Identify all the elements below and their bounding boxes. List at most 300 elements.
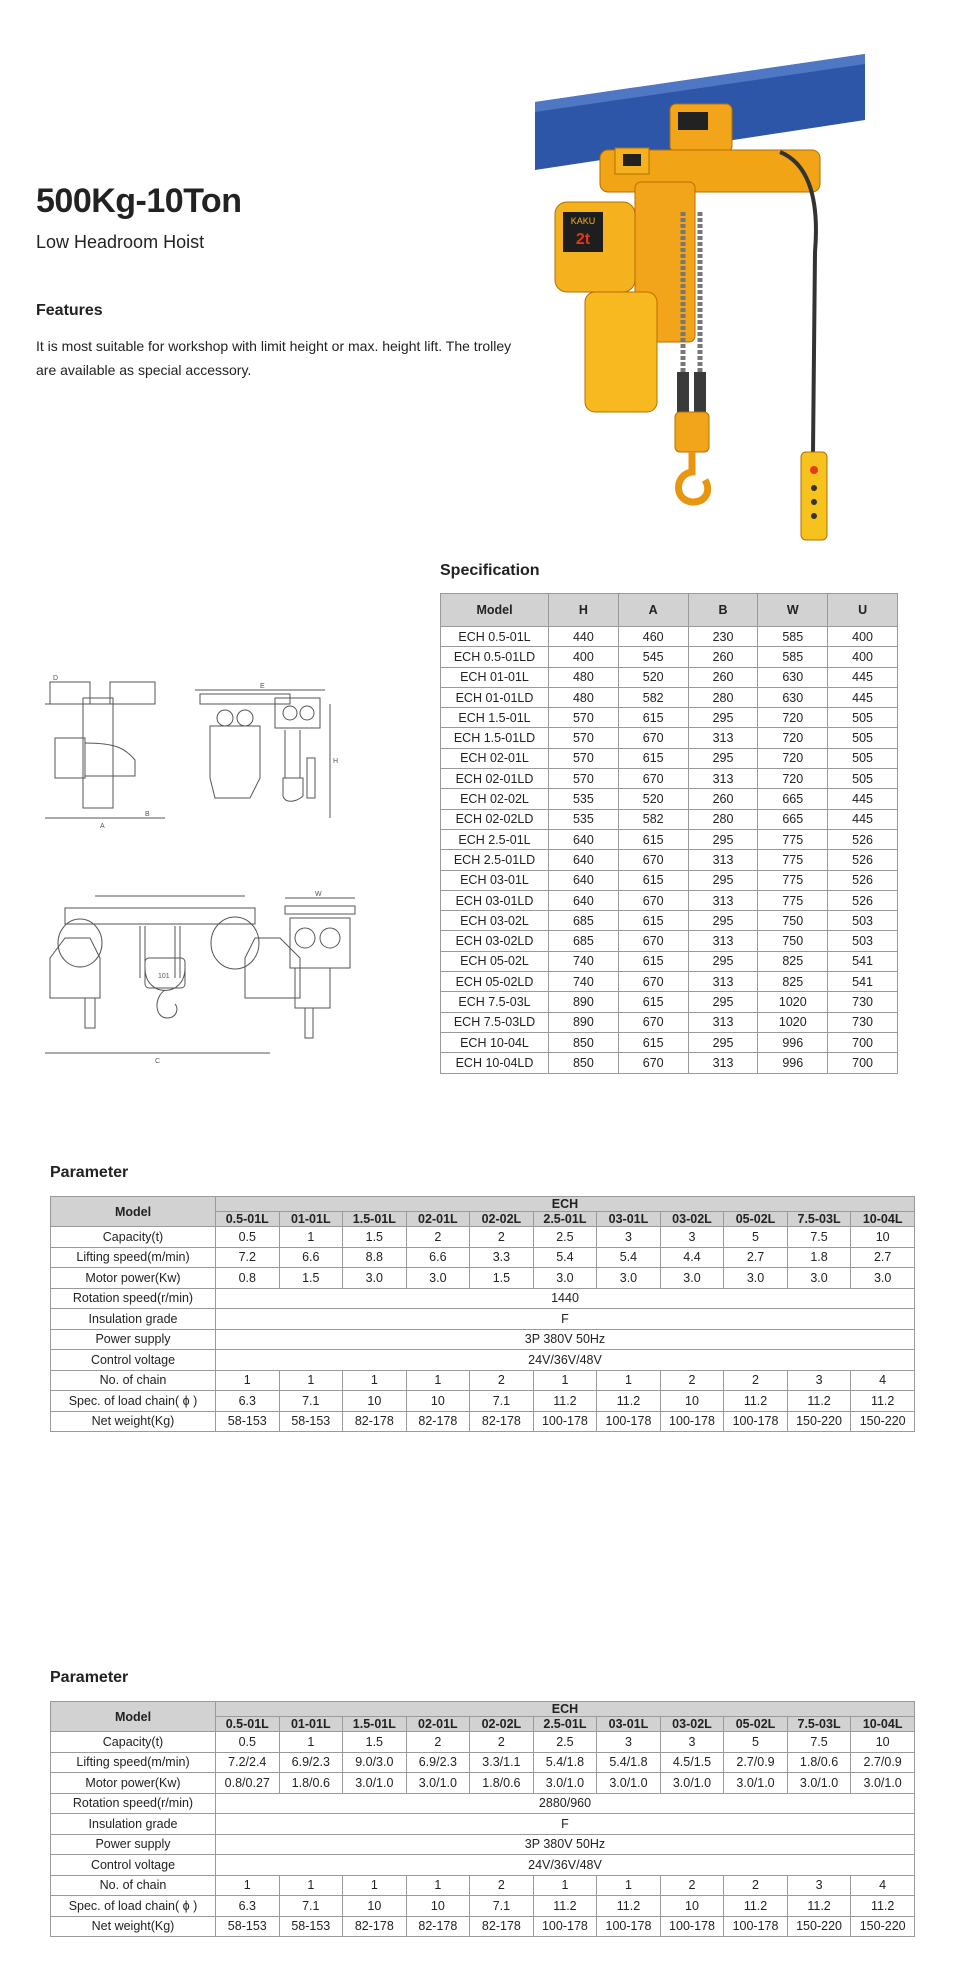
table-cell: 640 xyxy=(549,829,619,849)
table-cell: 82-178 xyxy=(406,1916,470,1937)
row-label: Motor power(Kw) xyxy=(51,1773,216,1794)
table-cell: 295 xyxy=(688,708,758,728)
table-cell: 5.4/1.8 xyxy=(597,1752,661,1773)
table-cell: 3.0 xyxy=(724,1268,788,1289)
table-row xyxy=(51,1875,915,1896)
table-cell: 0.5 xyxy=(216,1227,280,1248)
table-row xyxy=(51,1732,915,1753)
table-row xyxy=(441,972,898,992)
table-cell: 313 xyxy=(688,850,758,870)
table-cell: 720 xyxy=(758,769,828,789)
table-cell: 582 xyxy=(618,687,688,707)
table-cell: 775 xyxy=(758,850,828,870)
drawing-side-view xyxy=(195,683,338,818)
table-cell: 100-178 xyxy=(533,1411,597,1432)
table-cell: 850 xyxy=(549,1032,619,1052)
table-cell: 295 xyxy=(688,951,758,971)
model-column-header: 03-02L xyxy=(660,1717,724,1732)
table-cell: 58-153 xyxy=(279,1411,343,1432)
table-cell: 100-178 xyxy=(533,1916,597,1937)
table-cell: 3.0 xyxy=(343,1268,407,1289)
row-label: Net weight(Kg) xyxy=(51,1411,216,1432)
table-cell: 1.5 xyxy=(470,1268,534,1289)
table-cell: 615 xyxy=(618,708,688,728)
table-cell: 3 xyxy=(660,1227,724,1248)
table-cell: 2 xyxy=(406,1732,470,1753)
table-cell: 1 xyxy=(343,1370,407,1391)
table-cell: 5.4 xyxy=(533,1247,597,1268)
table-cell: 100-178 xyxy=(660,1916,724,1937)
table-cell: 750 xyxy=(758,931,828,951)
table-cell: 2 xyxy=(406,1227,470,1248)
table-cell: 503 xyxy=(828,931,898,951)
table-cell: 82-178 xyxy=(343,1411,407,1432)
table-cell: 685 xyxy=(549,931,619,951)
table-cell: 720 xyxy=(758,728,828,748)
table-cell: F xyxy=(216,1814,915,1835)
table-row xyxy=(441,647,898,667)
table-cell: 295 xyxy=(688,829,758,849)
table-cell: 445 xyxy=(828,789,898,809)
table-cell: ECH 03-01LD xyxy=(441,890,549,910)
row-label: Control voltage xyxy=(51,1350,216,1371)
model-column-header: 7.5-03L xyxy=(787,1717,851,1732)
table-cell: 630 xyxy=(758,667,828,687)
table-cell: 313 xyxy=(688,972,758,992)
row-label: Capacity(t) xyxy=(51,1227,216,1248)
table-cell: 520 xyxy=(618,667,688,687)
table-cell: 3.0/1.0 xyxy=(533,1773,597,1794)
parameter-heading-1: Parameter xyxy=(50,1164,129,1181)
table-cell: 6.9/2.3 xyxy=(406,1752,470,1773)
table-cell: 1 xyxy=(406,1875,470,1896)
table-cell: 280 xyxy=(688,687,758,707)
table-cell: 11.2 xyxy=(851,1896,915,1917)
table-cell: 11.2 xyxy=(533,1391,597,1412)
spec-column-header: W xyxy=(758,594,828,627)
spec-column-header: B xyxy=(688,594,758,627)
model-column-header: 01-01L xyxy=(279,1212,343,1227)
model-column-header: 10-04L xyxy=(851,1717,915,1732)
table-cell: 9.0/3.0 xyxy=(343,1752,407,1773)
table-row xyxy=(51,1329,915,1350)
table-cell: 11.2 xyxy=(597,1391,661,1412)
table-cell: 445 xyxy=(828,687,898,707)
table-cell: 1440 xyxy=(216,1288,915,1309)
model-column-header: 03-01L xyxy=(597,1212,661,1227)
table-cell: 640 xyxy=(549,870,619,890)
table-cell: 150-220 xyxy=(851,1411,915,1432)
table-row xyxy=(441,627,898,647)
table-cell: 526 xyxy=(828,850,898,870)
table-cell: 545 xyxy=(618,647,688,667)
table-cell: ECH 1.5-01LD xyxy=(441,728,549,748)
model-column-header: 02-01L xyxy=(406,1717,470,1732)
table-cell: 10 xyxy=(406,1391,470,1412)
model-column-header: 05-02L xyxy=(724,1212,788,1227)
table-cell: 11.2 xyxy=(533,1896,597,1917)
table-cell: 3.0/1.0 xyxy=(787,1773,851,1794)
table-cell: ECH 10-04LD xyxy=(441,1053,549,1073)
table-cell: 505 xyxy=(828,748,898,768)
table-cell: 740 xyxy=(549,972,619,992)
page-subtitle: Low Headroom Hoist xyxy=(36,232,205,252)
table-cell: 570 xyxy=(549,728,619,748)
table-cell: 100-178 xyxy=(660,1411,724,1432)
table-cell: 11.2 xyxy=(724,1896,788,1917)
table-cell: ECH 05-02LD xyxy=(441,972,549,992)
table-row xyxy=(51,1391,915,1412)
table-cell: 720 xyxy=(758,748,828,768)
table-row xyxy=(441,992,898,1012)
spec-column-header: A xyxy=(618,594,688,627)
table-cell: 0.8 xyxy=(216,1268,280,1289)
table-row xyxy=(51,1350,915,1371)
table-cell: 1 xyxy=(279,1227,343,1248)
table-cell: 526 xyxy=(828,890,898,910)
table-cell: 3P 380V 50Hz xyxy=(216,1834,915,1855)
table-cell: 585 xyxy=(758,647,828,667)
parameter-table-1 xyxy=(50,1196,915,1432)
table-row xyxy=(51,1773,915,1794)
table-cell: 1 xyxy=(533,1875,597,1896)
table-cell: 825 xyxy=(758,972,828,992)
model-column-header: 2.5-01L xyxy=(533,1212,597,1227)
table-cell: 825 xyxy=(758,951,828,971)
spec-header-row xyxy=(441,594,898,627)
table-cell: 295 xyxy=(688,748,758,768)
table-cell: 2.7/0.9 xyxy=(724,1752,788,1773)
table-cell: 615 xyxy=(618,870,688,890)
table-cell: 313 xyxy=(688,769,758,789)
table-cell: ECH 2.5-01LD xyxy=(441,850,549,870)
table-cell: ECH 03-02L xyxy=(441,911,549,931)
table-cell: 541 xyxy=(828,951,898,971)
table-cell: 11.2 xyxy=(851,1391,915,1412)
table-cell: ECH 2.5-01L xyxy=(441,829,549,849)
table-cell: 2 xyxy=(724,1875,788,1896)
table-cell: 670 xyxy=(618,1053,688,1073)
table-cell: 58-153 xyxy=(216,1411,280,1432)
table-cell: 3.3 xyxy=(470,1247,534,1268)
table-cell: 24V/36V/48V xyxy=(216,1855,915,1876)
table-cell: 5 xyxy=(724,1227,788,1248)
model-column-header: 01-01L xyxy=(279,1717,343,1732)
table-cell: 1020 xyxy=(758,1012,828,1032)
dim-a-label: A xyxy=(100,823,105,830)
table-cell: 260 xyxy=(688,667,758,687)
table-cell: 82-178 xyxy=(470,1916,534,1937)
table-row xyxy=(441,708,898,728)
row-label: No. of chain xyxy=(51,1370,216,1391)
table-cell: 670 xyxy=(618,769,688,789)
features-heading: Features xyxy=(36,302,103,319)
table-row xyxy=(441,809,898,829)
table-row xyxy=(51,1247,915,1268)
table-cell: 890 xyxy=(549,992,619,1012)
spec-column-header: H xyxy=(549,594,619,627)
table-cell: 3 xyxy=(660,1732,724,1753)
row-label: Insulation grade xyxy=(51,1309,216,1330)
table-cell: 10 xyxy=(343,1896,407,1917)
hook-block xyxy=(675,412,709,452)
table-cell: 570 xyxy=(549,748,619,768)
table-cell: 670 xyxy=(618,850,688,870)
model-column-header: 03-01L xyxy=(597,1717,661,1732)
table-cell: 1.8 xyxy=(787,1247,851,1268)
table-cell: 1.8/0.6 xyxy=(470,1773,534,1794)
table-cell: 503 xyxy=(828,911,898,931)
table-cell: 3.0/1.0 xyxy=(724,1773,788,1794)
table-cell: 996 xyxy=(758,1053,828,1073)
table-row xyxy=(441,667,898,687)
table-row xyxy=(441,687,898,707)
table-cell: 1 xyxy=(597,1875,661,1896)
row-label: Lifting speed(m/min) xyxy=(51,1752,216,1773)
table-cell: 526 xyxy=(828,829,898,849)
table-cell: 535 xyxy=(549,809,619,829)
table-row xyxy=(51,1752,915,1773)
specification-heading: Specification xyxy=(440,562,540,579)
table-cell: 1 xyxy=(279,1732,343,1753)
table-cell: 1 xyxy=(216,1370,280,1391)
table-cell: 3.0/1.0 xyxy=(406,1773,470,1794)
table-cell: 582 xyxy=(618,809,688,829)
table-cell: 7.1 xyxy=(279,1391,343,1412)
table-cell: 313 xyxy=(688,931,758,951)
table-cell: 615 xyxy=(618,1032,688,1052)
table-cell: 2 xyxy=(470,1370,534,1391)
table-cell: 150-220 xyxy=(851,1916,915,1937)
block-tag-label: 101 xyxy=(158,973,170,980)
table-cell: 295 xyxy=(688,911,758,931)
table-cell: 670 xyxy=(618,972,688,992)
table-cell: 460 xyxy=(618,627,688,647)
table-row xyxy=(441,748,898,768)
table-cell: 150-220 xyxy=(787,1916,851,1937)
table-cell: ECH 02-01L xyxy=(441,748,549,768)
group-header: ECH xyxy=(216,1702,915,1717)
dim-b-label: B xyxy=(145,811,150,818)
row-label: Rotation speed(r/min) xyxy=(51,1793,216,1814)
spec-column-header: U xyxy=(828,594,898,627)
table-cell: 313 xyxy=(688,890,758,910)
table-cell: ECH 02-02LD xyxy=(441,809,549,829)
table-cell: 640 xyxy=(549,850,619,870)
row-label: Power supply xyxy=(51,1329,216,1350)
table-cell: 6.6 xyxy=(406,1247,470,1268)
table-cell: F xyxy=(216,1309,915,1330)
table-cell: 313 xyxy=(688,1053,758,1073)
table-cell: 10 xyxy=(343,1391,407,1412)
table-row xyxy=(441,769,898,789)
table-cell: 100-178 xyxy=(724,1916,788,1937)
table-row xyxy=(51,1411,915,1432)
table-cell: 2.7/0.9 xyxy=(851,1752,915,1773)
table-row xyxy=(441,1053,898,1073)
row-label: Lifting speed(m/min) xyxy=(51,1247,216,1268)
row-label: No. of chain xyxy=(51,1875,216,1896)
features-text: It is most suitable for workshop with limit height or max. height lift. The trolley are available as special accessory. xyxy=(36,338,512,378)
table-cell: 1 xyxy=(406,1370,470,1391)
table-cell: 295 xyxy=(688,870,758,890)
specification-table xyxy=(440,593,898,1074)
table-cell: 260 xyxy=(688,789,758,809)
table-cell: 775 xyxy=(758,829,828,849)
table-row xyxy=(51,1855,915,1876)
table-cell: 890 xyxy=(549,1012,619,1032)
table-cell: 0.8/0.27 xyxy=(216,1773,280,1794)
page-title: 500Kg-10Ton xyxy=(36,182,242,220)
model-column-header: 1.5-01L xyxy=(343,1212,407,1227)
table-cell: 1 xyxy=(597,1370,661,1391)
table-cell: 0.5 xyxy=(216,1732,280,1753)
row-label: Capacity(t) xyxy=(51,1732,216,1753)
row-label: Power supply xyxy=(51,1834,216,1855)
table-cell: 2 xyxy=(660,1875,724,1896)
table-row xyxy=(51,1814,915,1835)
table-cell: 313 xyxy=(688,728,758,748)
table-cell: ECH 01-01LD xyxy=(441,687,549,707)
table-row xyxy=(51,1268,915,1289)
table-cell: 505 xyxy=(828,769,898,789)
table-cell: ECH 0.5-01LD xyxy=(441,647,549,667)
model-column-header: 0.5-01L xyxy=(216,1212,280,1227)
table-cell: 850 xyxy=(549,1053,619,1073)
table-cell: 11.2 xyxy=(787,1896,851,1917)
dim-h-label: H xyxy=(333,758,339,765)
table-row xyxy=(441,931,898,951)
row-label: Spec. of load chain( ϕ ) xyxy=(51,1391,216,1412)
table-cell: 7.1 xyxy=(470,1896,534,1917)
table-cell: 3.0/1.0 xyxy=(660,1773,724,1794)
table-cell: 10 xyxy=(660,1391,724,1412)
drawing-front-view xyxy=(45,675,165,830)
table-cell: 665 xyxy=(758,789,828,809)
pendant-control xyxy=(801,452,827,540)
table-cell: 505 xyxy=(828,728,898,748)
table-cell: 100-178 xyxy=(597,1916,661,1937)
table-cell: 7.1 xyxy=(470,1391,534,1412)
table-cell: 2 xyxy=(724,1370,788,1391)
table-row xyxy=(441,870,898,890)
table-cell: 4.5/1.5 xyxy=(660,1752,724,1773)
table-row xyxy=(51,1896,915,1917)
table-cell: 6.3 xyxy=(216,1896,280,1917)
table-cell: 2.5 xyxy=(533,1227,597,1248)
row-label: Insulation grade xyxy=(51,1814,216,1835)
table-cell: 505 xyxy=(828,708,898,728)
table-cell: 670 xyxy=(618,728,688,748)
table-cell: 3P 380V 50Hz xyxy=(216,1329,915,1350)
model-column-header: 7.5-03L xyxy=(787,1212,851,1227)
table-cell: 3.0 xyxy=(660,1268,724,1289)
table-cell: 7.2/2.4 xyxy=(216,1752,280,1773)
table-cell: 1 xyxy=(279,1875,343,1896)
table-cell: 5.4/1.8 xyxy=(533,1752,597,1773)
parameter-heading-2: Parameter xyxy=(50,1669,129,1686)
table-cell: 10 xyxy=(851,1732,915,1753)
table-cell: 2.5 xyxy=(533,1732,597,1753)
table-row xyxy=(51,1227,915,1248)
table-cell: 10 xyxy=(406,1896,470,1917)
table-row xyxy=(441,951,898,971)
table-cell: 1.5 xyxy=(343,1227,407,1248)
table-cell: 615 xyxy=(618,992,688,1012)
table-cell: 2 xyxy=(470,1227,534,1248)
drawing-double-chain-view xyxy=(45,896,300,1065)
table-cell: 82-178 xyxy=(470,1411,534,1432)
table-cell: 100-178 xyxy=(597,1411,661,1432)
model-column-header: 2.5-01L xyxy=(533,1717,597,1732)
spec-column-header: Model xyxy=(441,594,549,627)
parameter-header-row xyxy=(51,1197,915,1212)
table-cell: 11.2 xyxy=(787,1391,851,1412)
table-cell: 7.5 xyxy=(787,1732,851,1753)
table-row xyxy=(51,1834,915,1855)
table-row xyxy=(441,890,898,910)
table-cell: 10 xyxy=(851,1227,915,1248)
capacity-label: 2t xyxy=(575,231,591,248)
table-cell: 685 xyxy=(549,911,619,931)
table-cell: 440 xyxy=(549,627,619,647)
table-cell: 665 xyxy=(758,809,828,829)
table-cell: ECH 7.5-03LD xyxy=(441,1012,549,1032)
parameter-table-2 xyxy=(50,1701,915,1937)
table-row xyxy=(51,1916,915,1937)
table-cell: 2880/960 xyxy=(216,1793,915,1814)
table-cell: ECH 02-02L xyxy=(441,789,549,809)
table-row xyxy=(441,850,898,870)
table-cell: ECH 05-02L xyxy=(441,951,549,971)
group-header: ECH xyxy=(216,1197,915,1212)
table-cell: 570 xyxy=(549,708,619,728)
table-cell: 1020 xyxy=(758,992,828,1012)
table-cell: 4.4 xyxy=(660,1247,724,1268)
dim-d-label: D xyxy=(53,675,59,682)
table-cell: 295 xyxy=(688,992,758,1012)
table-cell: 6.3 xyxy=(216,1391,280,1412)
table-row xyxy=(441,1012,898,1032)
table-cell: 535 xyxy=(549,789,619,809)
table-cell: 720 xyxy=(758,708,828,728)
table-cell: 570 xyxy=(549,769,619,789)
table-cell: 6.9/2.3 xyxy=(279,1752,343,1773)
table-cell: 295 xyxy=(688,1032,758,1052)
model-column-header: 02-01L xyxy=(406,1212,470,1227)
table-row xyxy=(51,1288,915,1309)
table-cell: 3 xyxy=(597,1732,661,1753)
table-cell: 4 xyxy=(851,1875,915,1896)
table-cell: 3 xyxy=(787,1370,851,1391)
table-row xyxy=(51,1309,915,1330)
table-cell: 2.7 xyxy=(724,1247,788,1268)
table-cell: ECH 7.5-03L xyxy=(441,992,549,1012)
table-cell: 3.0/1.0 xyxy=(851,1773,915,1794)
table-cell: 3.3/1.1 xyxy=(470,1752,534,1773)
table-cell: 7.1 xyxy=(279,1896,343,1917)
table-cell: 730 xyxy=(828,1012,898,1032)
table-cell: 5.4 xyxy=(597,1247,661,1268)
table-row xyxy=(51,1793,915,1814)
row-label: Spec. of load chain( ϕ ) xyxy=(51,1896,216,1917)
table-cell: 750 xyxy=(758,911,828,931)
table-cell: 670 xyxy=(618,1012,688,1032)
table-cell: ECH 03-01L xyxy=(441,870,549,890)
model-column-header: 0.5-01L xyxy=(216,1717,280,1732)
row-label: Motor power(Kw) xyxy=(51,1268,216,1289)
brand-label: KAKU xyxy=(570,216,596,226)
